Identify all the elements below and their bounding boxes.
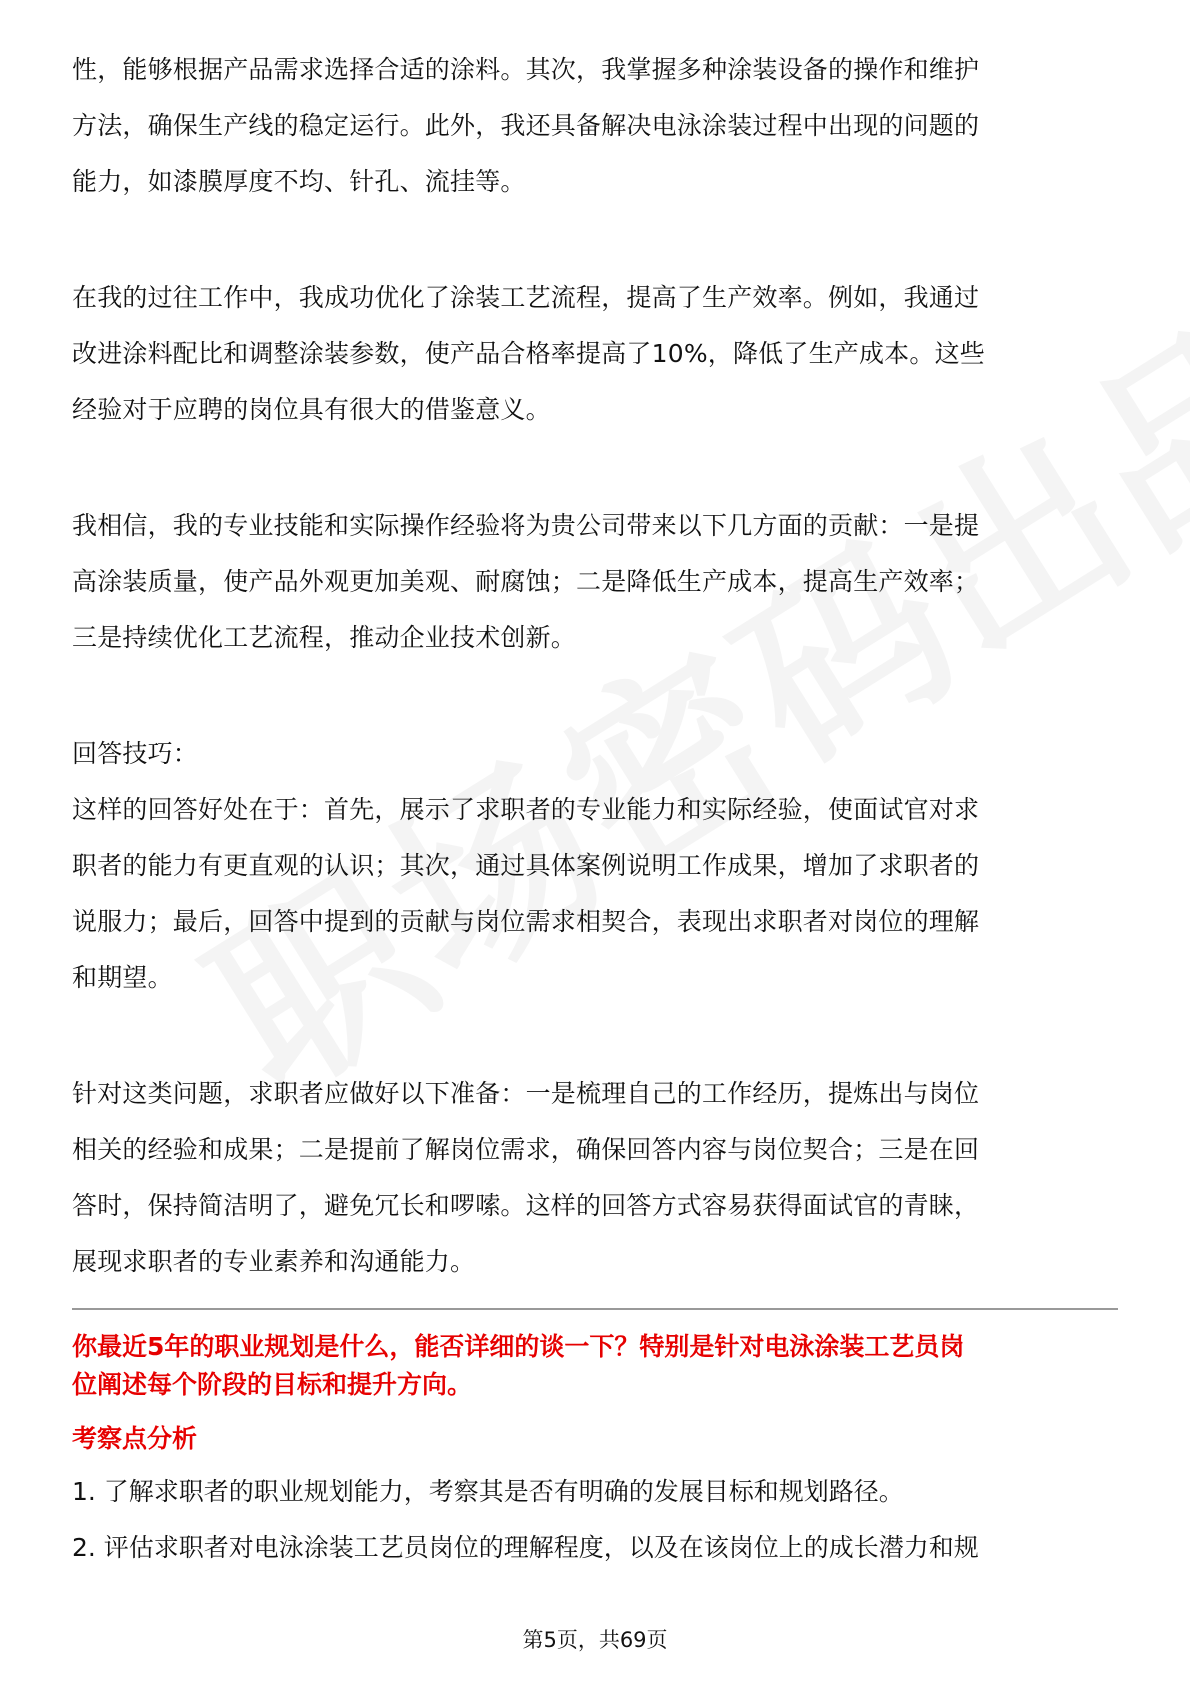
text-line: 在我的过往工作中，我成功优化了涂装工艺流程，提高了生产效率。例如，我通过 bbox=[72, 283, 980, 312]
spacer bbox=[72, 666, 1118, 726]
text-line: 三是持续优化工艺流程，推动企业技术创新。 bbox=[72, 623, 577, 652]
text-line: 方法，确保生产线的稳定运行。此外，我还具备解决电泳涂装过程中出现的问题的 bbox=[72, 111, 980, 140]
text-line: 职者的能力有更直观的认识；其次，通过具体案例说明工作成果，增加了求职者的 bbox=[72, 851, 980, 880]
analysis-title: 考察点分析 bbox=[72, 1424, 198, 1453]
paragraph-contribution bbox=[72, 498, 1118, 666]
spacer bbox=[72, 1006, 1118, 1066]
spacer bbox=[72, 210, 1118, 270]
text-line: 性，能够根据产品需求选择合适的涂料。其次，我掌握多种涂装设备的操作和维护 bbox=[72, 55, 980, 84]
text-line: 说服力；最后，回答中提到的贡献与岗位需求相契合，表现出求职者对岗位的理解 bbox=[72, 907, 980, 936]
text-line: 展现求职者的专业素养和沟通能力。 bbox=[72, 1247, 476, 1276]
text-line: 针对这类问题，求职者应做好以下准备：一是梳理自己的工作经历，提炼出与岗位 bbox=[72, 1079, 980, 1108]
text-line: 经验对于应聘的岗位具有很大的借鉴意义。 bbox=[72, 395, 551, 424]
tips-title: 回答技巧： bbox=[72, 739, 199, 768]
analysis-list bbox=[72, 1464, 1118, 1576]
question-line: 你最近5年的职业规划是什么，能否详细的谈一下？特别是针对电泳涂装工艺员岗 bbox=[72, 1332, 965, 1361]
text-line: 改进涂料配比和调整涂装参数，使产品合格率提高了10%，降低了生产成本。这些 bbox=[72, 339, 985, 368]
text-line: 和期望。 bbox=[72, 963, 173, 992]
section-divider bbox=[72, 1308, 1118, 1310]
spacer bbox=[72, 438, 1118, 498]
text-line: 相关的经验和成果；二是提前了解岗位需求，确保回答内容与岗位契合；三是在回 bbox=[72, 1135, 980, 1164]
paragraph-experience bbox=[72, 270, 1118, 438]
text-line: 我相信，我的专业技能和实际操作经验将为贵公司带来以下几方面的贡献：一是提 bbox=[72, 511, 980, 540]
list-item: 2. 评估求职者对电泳涂装工艺员岗位的理解程度，以及在该岗位上的成长潜力和规 bbox=[72, 1533, 979, 1562]
paragraph-tips bbox=[72, 726, 1118, 1006]
page-content bbox=[72, 42, 1118, 1576]
question-line: 位阐述每个阶段的目标和提升方向。 bbox=[72, 1370, 473, 1399]
text-line: 能力，如漆膜厚度不均、针孔、流挂等。 bbox=[72, 167, 526, 196]
paragraph-preparation bbox=[72, 1066, 1118, 1290]
paragraph-skills bbox=[72, 42, 1118, 210]
text-line: 高涂装质量，使产品外观更加美观、耐腐蚀；二是降低生产成本，提高生产效率； bbox=[72, 567, 980, 596]
list-item: 1. 了解求职者的职业规划能力，考察其是否有明确的发展目标和规划路径。 bbox=[72, 1477, 904, 1506]
page-number: 第5页，共69页 bbox=[522, 1628, 668, 1652]
text-line: 答时，保持简洁明了，避免冗长和啰嗦。这样的回答方式容易获得面试官的青睐， bbox=[72, 1191, 980, 1220]
question-block bbox=[72, 1328, 1118, 1404]
text-line: 这样的回答好处在于：首先，展示了求职者的专业能力和实际经验，使面试官对求 bbox=[72, 795, 980, 824]
